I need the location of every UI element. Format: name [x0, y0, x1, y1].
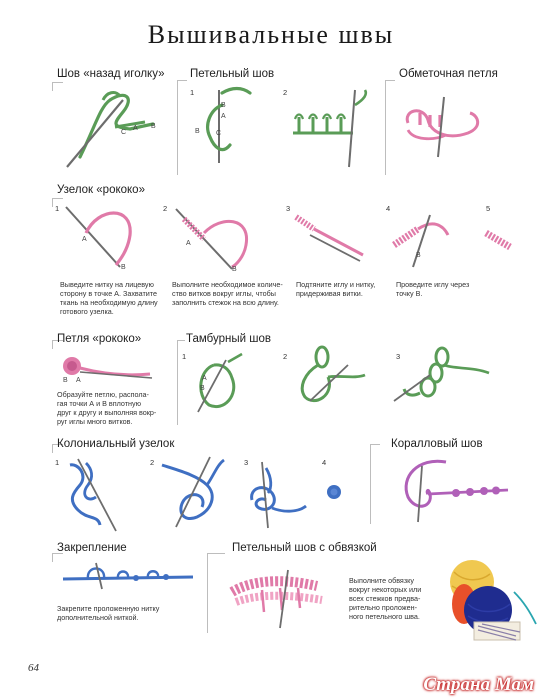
step-number: 1: [190, 88, 195, 97]
fastening-illustration: [58, 555, 198, 595]
whipped-blanket-illustration: [222, 560, 342, 630]
svg-text:B: B: [195, 128, 200, 135]
rococo-loop-title: Петля «рококо»: [57, 333, 142, 345]
svg-text:B: B: [221, 102, 226, 109]
step-number: 3: [396, 352, 401, 361]
step-number: 2: [163, 204, 168, 213]
svg-text:A: A: [202, 375, 207, 382]
rococo-loop-desc: Образуйте петлю, распола- гая точки А и В вплотную друг к другу и выполняя вокр- руг иглы много витков.: [57, 390, 157, 426]
fastening-desc: Закрепите проложенную нитку дополнительной ниткой.: [57, 604, 160, 622]
step-number: 1: [182, 352, 187, 361]
chain-stitch-title: Тамбурный шов: [186, 333, 271, 345]
rococo-knot-title: Узелок «рококо»: [57, 184, 145, 196]
overcast-loop-title: Обметочная петля: [399, 68, 498, 80]
colonial-knot-illustration-2: [152, 455, 242, 535]
step-number: 3: [286, 204, 291, 213]
blanket-stitch-illustration-1: [192, 85, 272, 175]
chain-stitch-illustration-3: [384, 345, 499, 415]
svg-text:C: C: [216, 130, 222, 137]
step-number: 4: [386, 204, 391, 213]
blanket-stitch-illustration-2: [283, 85, 378, 175]
rococo-knot-illustration-3: [288, 204, 391, 275]
whipped-blanket-title: Петельный шов с обвязкой: [232, 542, 377, 554]
step-number: 4: [322, 458, 327, 467]
divider: [207, 553, 225, 554]
divider: [385, 80, 395, 81]
colonial-knot-title: Колониальный узелок: [57, 438, 175, 450]
step-number: 1: [55, 458, 60, 467]
step-number: 1: [55, 204, 60, 213]
step-number: 5: [486, 204, 491, 213]
site-watermark: Страна Мам: [423, 674, 534, 695]
rococo-knot-illustration-2: [166, 205, 276, 275]
svg-text:B: B: [200, 385, 205, 392]
step-number: 2: [150, 458, 155, 467]
point-b-label: B: [151, 123, 156, 130]
step-number: 3: [244, 458, 249, 467]
colonial-knot-illustration-4: [322, 480, 352, 510]
colonial-knot-illustration-3: [244, 458, 327, 538]
rococo-knot-desc-4: Проведите иглу через точку В.: [396, 280, 470, 298]
colonial-knot-illustration-1: [58, 455, 138, 535]
svg-text:B: B: [416, 252, 421, 259]
divider: [370, 444, 380, 445]
point-a-label: A: [133, 125, 138, 132]
point-a-label: A: [82, 236, 87, 243]
svg-text:B: B: [63, 377, 68, 384]
rococo-knot-illustration-1: [58, 205, 158, 275]
fastening-title: Закрепление: [57, 542, 127, 554]
divider: [177, 80, 178, 175]
step-number: 2: [283, 88, 288, 97]
step-number: 2: [283, 352, 288, 361]
coral-stitch-title: Коралловый шов: [391, 438, 483, 450]
yarn-balls-photo: [434, 552, 539, 647]
rococo-knot-illustration-4: [388, 204, 491, 275]
back-stitch-title: Шов «назад иголку»: [57, 68, 165, 80]
whipped-blanket-desc: Выполните обвязку вокруг некоторых или всех стежков предва- рительно проложен- ного петельного шва.: [349, 576, 422, 621]
blanket-stitch-title: Петельный шов: [190, 68, 275, 80]
svg-text:B: B: [232, 266, 237, 273]
rococo-knot-illustration-5: [482, 225, 522, 265]
divider: [385, 80, 386, 175]
rococo-knot-desc-2: Выполните необходимое количе- ство витков вокруг иглы, чтобы заполнить стежок на всю длину.: [172, 280, 283, 307]
rococo-loop-illustration: [58, 348, 158, 388]
divider: [370, 444, 371, 524]
coral-stitch-illustration: [388, 452, 518, 532]
rococo-knot-desc-1: Выведите нитку на лицевую сторону в точке А. Захватите ткань на необходимую длину готового узелка.: [60, 280, 158, 316]
svg-text:A: A: [76, 377, 81, 384]
divider: [177, 340, 178, 425]
page-title: Вышивальные швы: [147, 20, 395, 49]
divider: [177, 340, 185, 341]
point-c-label: C: [121, 129, 127, 136]
overcast-loop-illustration: [398, 85, 508, 175]
rococo-knot-desc-3: Подтяните иглу и нитку, придерживая витки.: [296, 280, 376, 298]
svg-text:A: A: [221, 113, 226, 120]
page-number: 64: [28, 662, 39, 674]
chain-stitch-illustration-2: [280, 345, 380, 415]
svg-text:A: A: [186, 240, 191, 247]
divider: [177, 80, 187, 81]
chain-stitch-illustration-1: [184, 350, 264, 420]
back-stitch-illustration: [55, 82, 175, 177]
point-b-label: B: [121, 264, 126, 271]
divider: [207, 553, 208, 633]
